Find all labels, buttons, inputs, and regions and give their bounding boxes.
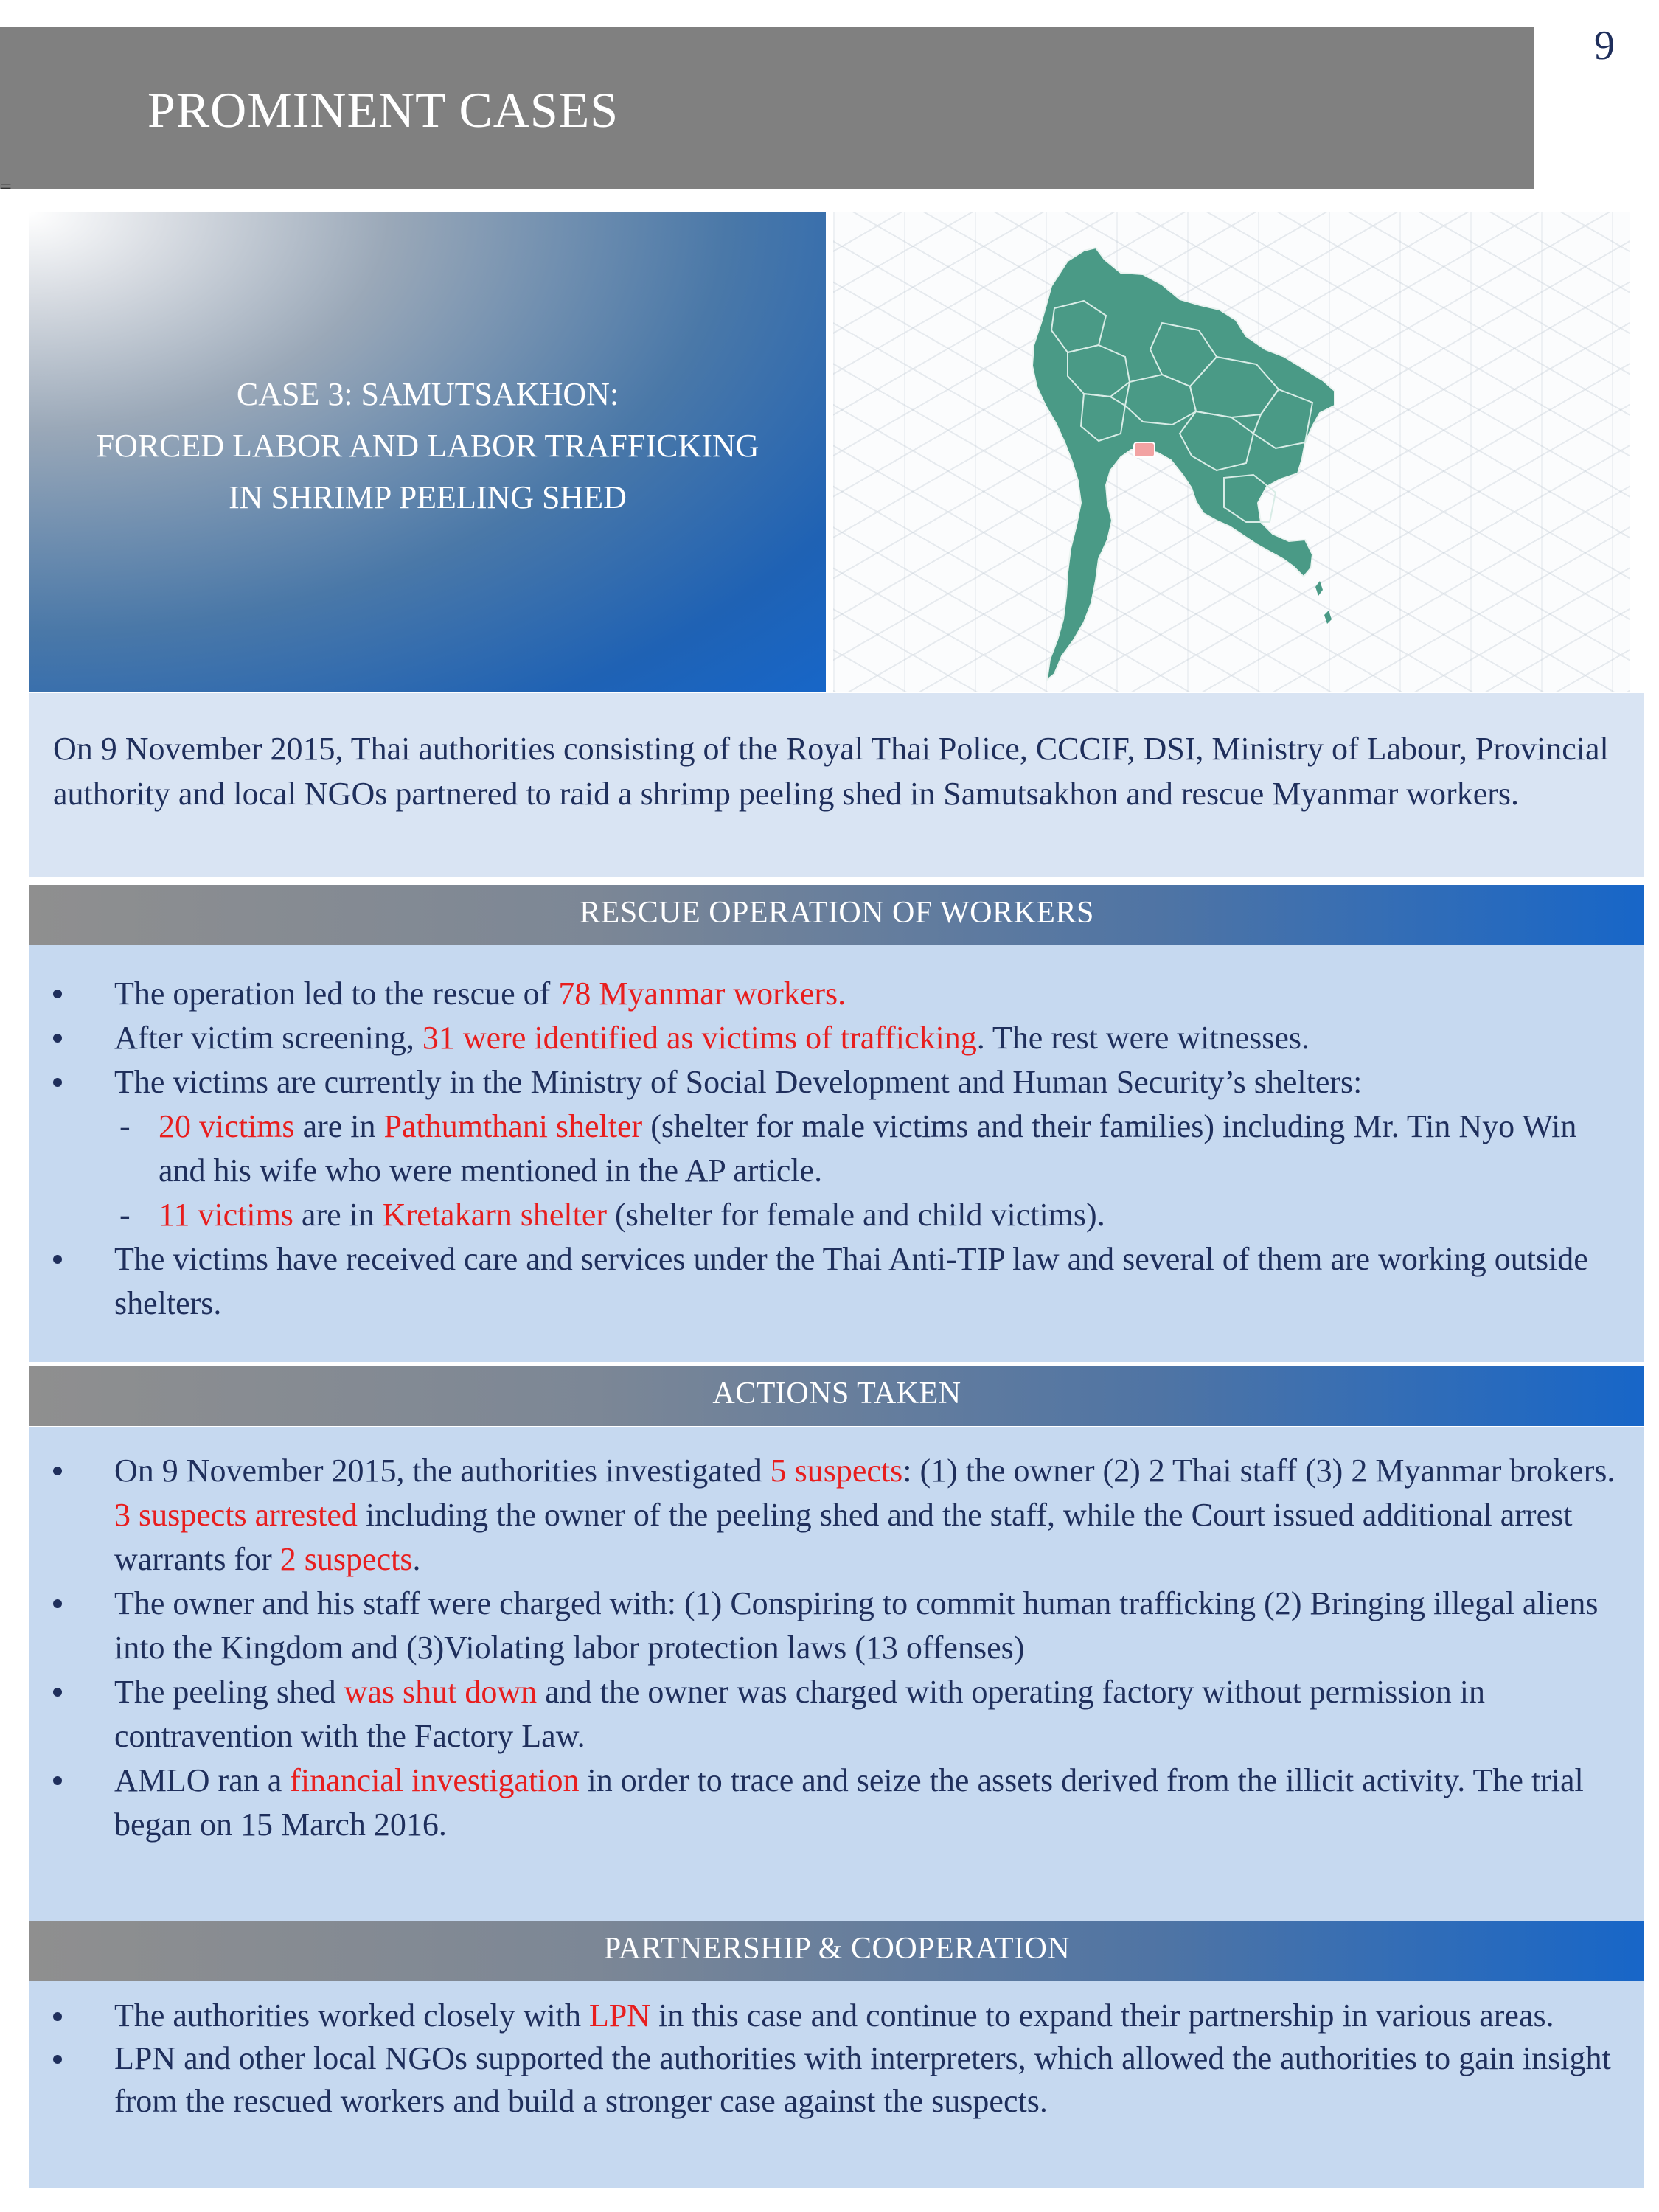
page-number: 9	[1594, 23, 1615, 69]
list-item: The victims have received care and services under the Thai Anti-TIP law and several of them are working outside shelters.	[29, 1237, 1630, 1326]
case-title	[29, 369, 826, 524]
list-item: The victims are currently in the Ministry of Social Development and Human Security’s shelters:	[29, 1060, 1630, 1105]
bullet-icon	[53, 2012, 62, 2021]
intro-paragraph: On 9 November 2015, Thai authorities consisting of the Royal Thai Police, CCCIF, DSI, Ministry of Labour, Provincial authority and local NGOs partnered to raid a shrimp peeling shed in Samutsakhon and rescue Myanmar workers.	[53, 731, 1609, 812]
map-region	[1032, 248, 1335, 680]
case-title-line: FORCED LABOR AND LABOR TRAFFICKING	[96, 428, 759, 464]
case-title-line: IN SHRIMP PEELING SHED	[229, 479, 627, 515]
dash-icon: -	[119, 1108, 131, 1144]
list-item: The operation led to the rescue of 78 Myanmar workers.	[29, 972, 1630, 1016]
bullet-icon	[53, 1034, 62, 1043]
actions-section-title: ACTIONS TAKEN	[712, 1377, 961, 1411]
samutsakhon-highlight	[1134, 442, 1155, 457]
list-item: LPN and other local NGOs supported the authorities with interpreters, which allowed the authorities to gain insight from the rescued workers and build a stronger case against the suspects.	[29, 2037, 1630, 2123]
list-item: After victim screening, 31 were identified as victims of trafficking. The rest were witnesses.	[29, 1016, 1630, 1060]
case-title-line: CASE 3: SAMUTSAKHON:	[236, 376, 619, 412]
list-item: On 9 November 2015, the authorities investigated 5 suspects: (1) the owner (2) 2 Thai staff (3) 2 Myanmar brokers. 3 suspects arrested including the owner of the peeling shed and the staff, while the Court issued additional arrest warrants for 2 suspects.	[29, 1449, 1630, 1582]
header-mark: =	[0, 175, 12, 198]
rescue-list	[29, 972, 1630, 1326]
bullet-icon	[53, 2055, 62, 2064]
dash-icon: -	[119, 1197, 131, 1233]
list-item: The authorities worked closely with LPN in this case and continue to expand their partnership in various areas.	[29, 1994, 1630, 2037]
bullet-icon	[53, 1078, 62, 1087]
bullet-icon	[53, 1688, 62, 1697]
bullet-icon	[53, 1776, 62, 1785]
bullet-icon	[53, 1599, 62, 1608]
bullet-icon	[53, 1467, 62, 1475]
rescue-section-title: RESCUE OPERATION OF WORKERS	[580, 896, 1094, 930]
map-island	[1315, 581, 1323, 596]
partnership-list	[29, 1994, 1630, 2123]
actions-list	[29, 1449, 1630, 1847]
list-item: The owner and his staff were charged with: (1) Conspiring to commit human trafficking (2) Bringing illegal aliens into the Kingdom and (3)Violating labor protection laws (13 offenses)	[29, 1582, 1630, 1670]
sub-list-item: - 20 victims are in Pathumthani shelter (shelter for male victims and their families) including Mr. Tin Nyo Win and his wife who were mentioned in the AP article.	[29, 1105, 1630, 1193]
list-item: AMLO ran a financial investigation in order to trace and seize the assets derived from the illicit activity. The trial began on 15 March 2016.	[29, 1759, 1630, 1847]
map-island	[1324, 611, 1332, 624]
bullet-icon	[53, 990, 62, 998]
bullet-icon	[53, 1255, 62, 1264]
map-svg	[833, 212, 1630, 692]
thailand-map	[833, 212, 1630, 692]
page-title: PROMINENT CASES	[147, 82, 619, 138]
sub-list-item: - 11 victims are in Kretakarn shelter (shelter for female and child victims).	[29, 1193, 1630, 1237]
partnership-section-title: PARTNERSHIP & COOPERATION	[603, 1932, 1071, 1966]
list-item: The peeling shed was shut down and the owner was charged with operating factory without permission in contravention with the Factory Law.	[29, 1670, 1630, 1759]
